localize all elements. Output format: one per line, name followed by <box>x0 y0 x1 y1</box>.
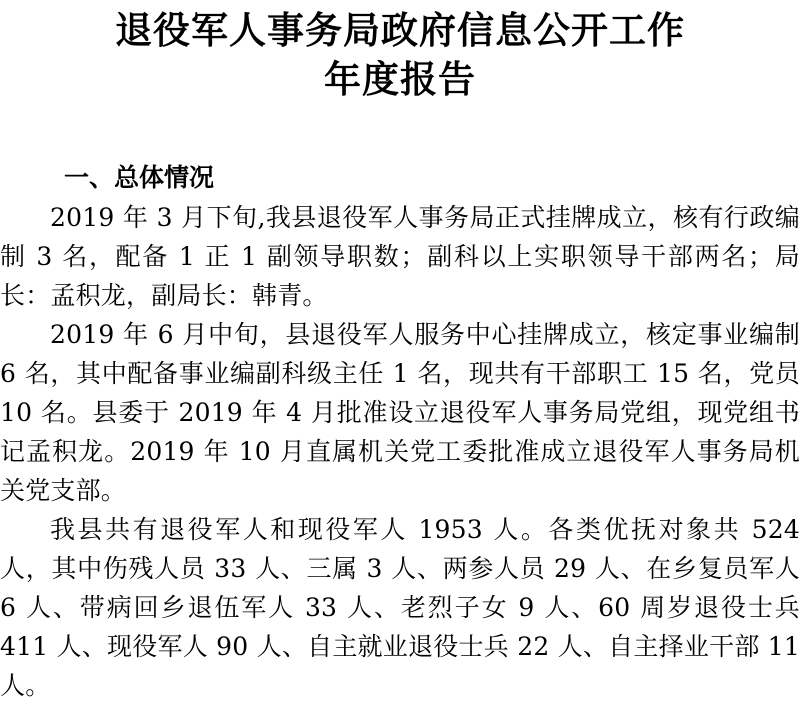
document-title: 退役军人事务局政府信息公开工作 <box>115 8 685 52</box>
body-paragraph: 2019 年 3 月下旬,我县退役军人事务局正式挂牌成立，核有行政编制 3 名，配备 1 正 1 副领导职数；副科以上实职领导干部两名；局长：孟积龙，副局长：韩青。 <box>0 203 800 310</box>
document-title-continued: 年度报告 <box>324 57 476 101</box>
body-paragraph: 2019 年 6 月中旬，县退役军人服务中心挂牌成立，核定事业编制 6 名，其中配备事业编副科级主任 1 名，现共有干部职工 15 名，党员 10 名。县委于 2019 年 4 月批准设立退役军人事务局党组，现党组书记孟积龙。2019 年 10 月直属机关党工委批准成立退役军人事务局机关党支部。 <box>0 320 800 505</box>
section-heading: 一、总体情况 <box>64 163 215 192</box>
body-paragraph: 我县共有退役军人和现役军人 1953 人。各类优抚对象共 524 人，其中伤残人员 33 人、三属 3 人、两参人员 29 人、在乡复员军人 6 人、带病回乡退伍军人 33 人、老烈子女 9 人、60 周岁退役士兵 411 人、现役军人 90 人、自主就业退役士兵 22 人、自主择业干部 11 人。 <box>0 515 800 700</box>
